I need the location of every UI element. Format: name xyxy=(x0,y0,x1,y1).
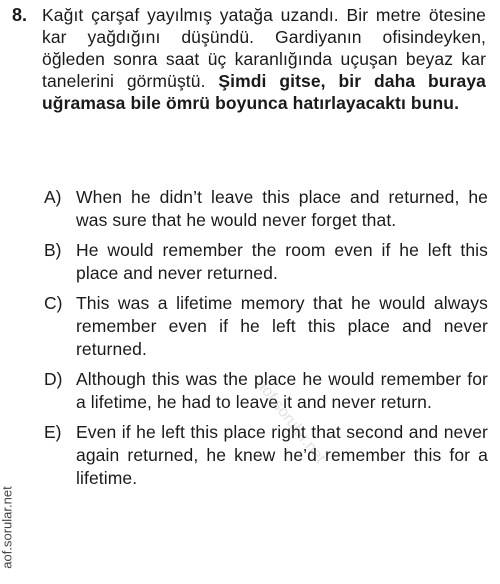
option-text: Although this was the place he would remember for a lifetime, he had to leave it and never return. xyxy=(76,369,488,412)
answer-options xyxy=(44,186,488,497)
option-letter: C) xyxy=(44,293,63,313)
option-a[interactable] xyxy=(44,186,488,232)
option-text: This was a lifetime memory that he would always remember even if he left this place and never returned. xyxy=(76,293,488,359)
diagonal-watermark: aof.sorular.net xyxy=(252,376,329,467)
option-text: He would remember the room even if he left this place and never returned. xyxy=(76,240,488,283)
option-letter: B) xyxy=(44,240,62,260)
side-watermark: aof.sorular.net xyxy=(0,486,15,569)
question-number: 8. xyxy=(12,5,28,25)
question-passage xyxy=(42,4,486,114)
option-e[interactable] xyxy=(44,421,488,490)
option-letter: D) xyxy=(44,369,63,389)
option-letter: E) xyxy=(44,422,62,442)
option-text: Even if he left this place right that second and never again returned, he knew he’d remember this for a lifetime. xyxy=(76,422,488,488)
option-b[interactable] xyxy=(44,239,488,285)
question-passage-normal: Kağıt çarşaf yayılmış yatağa uzandı. Bir metre ötesine kar yağdığını düşündü. Gardiyanın ofisindeyken, öğleden sonra saat üç karanlığında uçuşan beyaz kar tanelerini görmüştü. xyxy=(42,5,486,91)
option-text: When he didn’t leave this place and returned, he was sure that he would never forget that. xyxy=(76,187,488,230)
option-d[interactable] xyxy=(44,368,488,414)
question-passage-bold: Şimdi gitse, bir daha buraya uğramasa bile ömrü boyunca hatırlayacaktı bunu. xyxy=(42,71,486,113)
option-c[interactable] xyxy=(44,292,488,361)
option-letter: A) xyxy=(44,187,62,207)
